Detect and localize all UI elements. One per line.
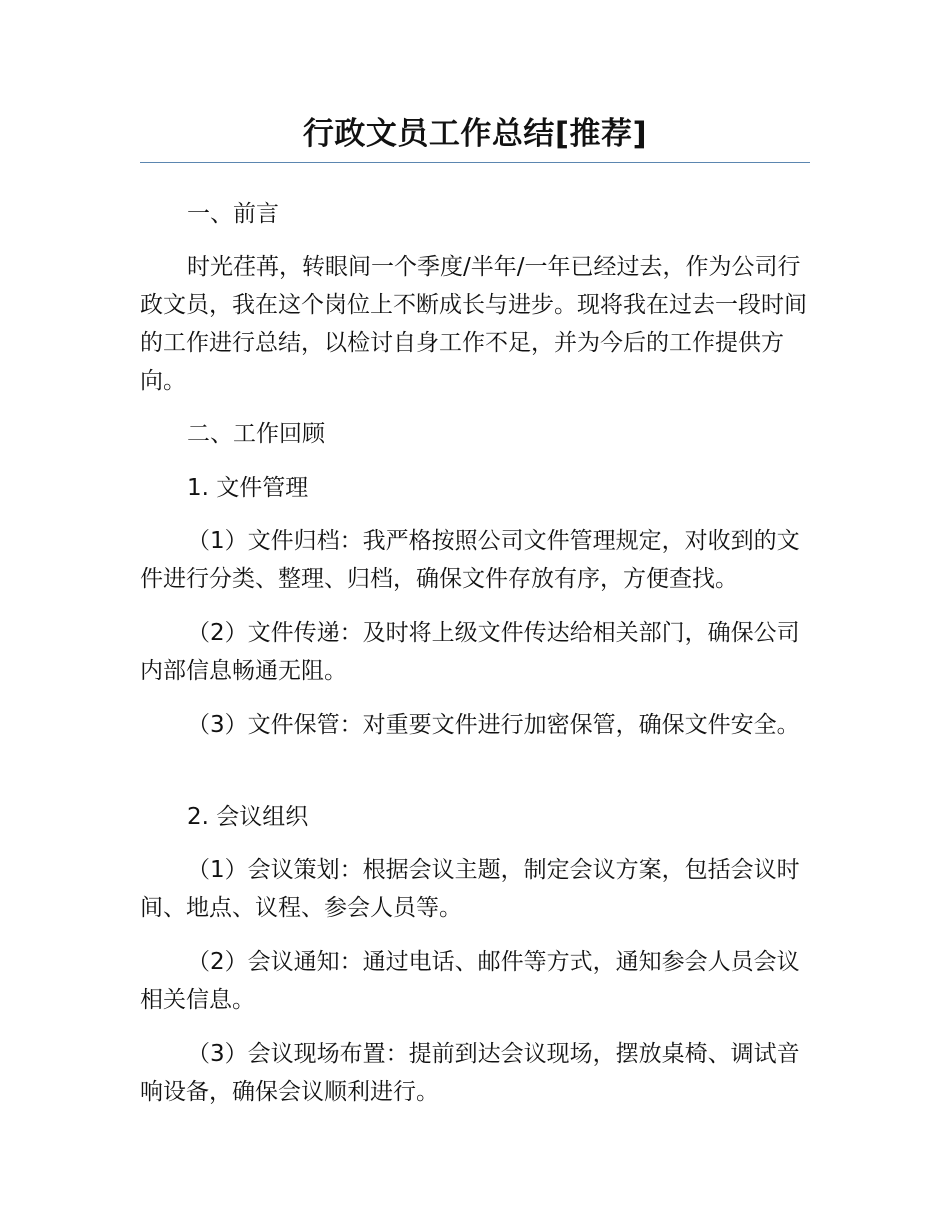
item-meeting-notice: （2）会议通知：通过电话、邮件等方式，通知参会人员会议相关信息。	[140, 949, 800, 1013]
preface-paragraph: 时光荏苒，转眼间一个季度/半年/一年已经过去，作为公司行政文员，我在这个岗位上不断成长与进步。现将我在过去一段时间的工作进行总结，以检讨自身工作不足，并为今后的工作提供方向。	[140, 254, 807, 394]
subheading-meeting-organization: 2. 会议组织	[187, 804, 309, 830]
section-heading-preface: 一、前言	[187, 201, 279, 227]
item-file-storage: （3）文件保管：对重要文件进行加密保管，确保文件安全。	[187, 712, 800, 738]
item-file-archiving: （1）文件归档：我严格按照公司文件管理规定，对收到的文件进行分类、整理、归档，确保文件存放有序，方便查找。	[140, 528, 800, 592]
item-meeting-planning: （1）会议策划：根据会议主题，制定会议方案，包括会议时间、地点、议程、参会人员等。	[140, 857, 800, 921]
title-divider	[140, 162, 810, 163]
section-heading-review: 二、工作回顾	[187, 421, 325, 447]
document-title: 行政文员工作总结[推荐]	[302, 116, 648, 152]
subheading-file-management: 1. 文件管理	[187, 475, 309, 501]
item-file-delivery: （2）文件传递：及时将上级文件传达给相关部门，确保公司内部信息畅通无阻。	[140, 620, 800, 684]
item-meeting-setup: （3）会议现场布置：提前到达会议现场，摆放桌椅、调试音响设备，确保会议顺利进行。	[140, 1041, 800, 1105]
